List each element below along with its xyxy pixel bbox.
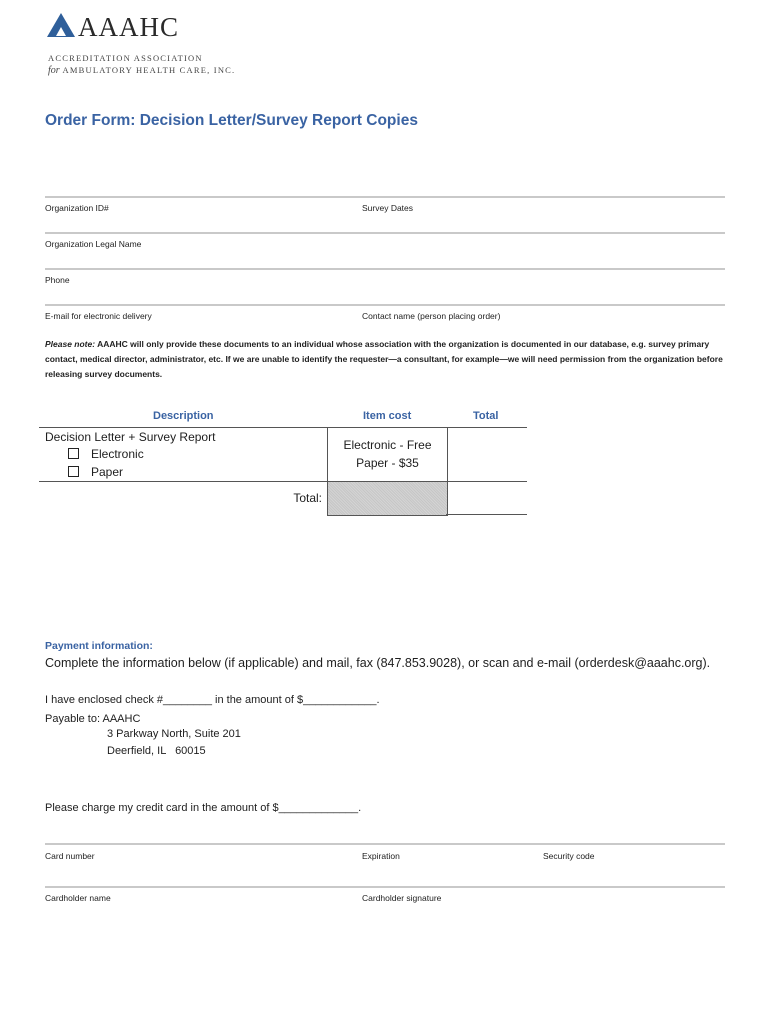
cardholder-rule	[45, 886, 725, 888]
field-rule	[45, 232, 725, 234]
option-paper[interactable]	[68, 464, 123, 481]
option-paper-label: Paper	[91, 465, 124, 479]
card-number-label: Card number	[45, 851, 95, 861]
logo-subtitle-2	[48, 65, 235, 76]
field-rule	[45, 268, 725, 270]
option-electronic-label: Electronic	[91, 447, 144, 461]
table-bottom-rule	[446, 514, 527, 515]
cost-paper: Paper - $35	[356, 456, 419, 470]
logo-triangle-inner-icon	[56, 27, 66, 36]
page-title: Order Form: Decision Letter/Survey Report Copies	[45, 112, 418, 129]
payment-instructions: Complete the information below (if applicable) and mail, fax (847.853.9028), or scan and e-mail (orderdesk@aaahc.org).	[45, 656, 711, 670]
survey-dates-label: Survey Dates	[362, 203, 414, 213]
phone-label: Phone	[45, 275, 70, 285]
header-total: Total	[473, 410, 499, 422]
table-top-rule	[39, 427, 527, 428]
header-item-cost: Item cost	[363, 410, 412, 422]
field-rule	[45, 196, 725, 198]
please-note	[45, 337, 725, 382]
address-line-1: 3 Parkway North, Suite 201	[107, 728, 241, 740]
checkbox-electronic[interactable]	[68, 448, 79, 459]
note-label: Please note:	[45, 339, 96, 349]
logo-subtitle-text: AMBULATORY HEALTH CARE, INC.	[62, 65, 236, 75]
option-electronic[interactable]	[68, 446, 144, 463]
contact-label: Contact name (person placing order)	[362, 311, 501, 321]
order-item: Decision Letter + Survey Report	[45, 430, 216, 444]
org-id-label: Organization ID#	[45, 203, 109, 213]
address-line-2: Deerfield, IL 60015	[107, 745, 206, 757]
header-description: Description	[153, 410, 214, 422]
credit-card-line: Please charge my credit card in the amount of $_____________.	[45, 802, 362, 814]
cardholder-name-label: Cardholder name	[45, 893, 111, 903]
checkbox-paper[interactable]	[68, 466, 79, 477]
card-rule	[45, 843, 725, 845]
payable-to: Payable to: AAAHC	[45, 713, 141, 725]
note-text: AAAHC will only provide these documents to an individual whose association with the organization is documented in our database, e.g. survey primary contact, medical director, administrator, etc. If we are unable to identify the requester—a consultant, for example—we will need permission from the organization before releasing survey documents.	[45, 339, 723, 379]
total-cost-cell	[327, 481, 448, 516]
logo-subtitle-prefix: for	[48, 65, 60, 76]
cardholder-signature-label: Cardholder signature	[362, 893, 442, 903]
total-label: Total:	[293, 491, 322, 505]
security-code-label: Security code	[543, 851, 595, 861]
logo-name: AAAHC	[78, 12, 180, 42]
check-line: I have enclosed check #________ in the amount of $____________.	[45, 694, 380, 706]
expiration-label: Expiration	[362, 851, 400, 861]
email-label: E-mail for electronic delivery	[45, 311, 152, 321]
payment-heading: Payment information:	[45, 640, 153, 652]
field-rule	[45, 304, 725, 306]
table-mid-rule	[39, 481, 527, 482]
logo-subtitle-1: ACCREDITATION ASSOCIATION	[48, 53, 203, 63]
cost-electronic: Electronic - Free	[343, 438, 432, 452]
legal-name-label: Organization Legal Name	[45, 239, 142, 249]
